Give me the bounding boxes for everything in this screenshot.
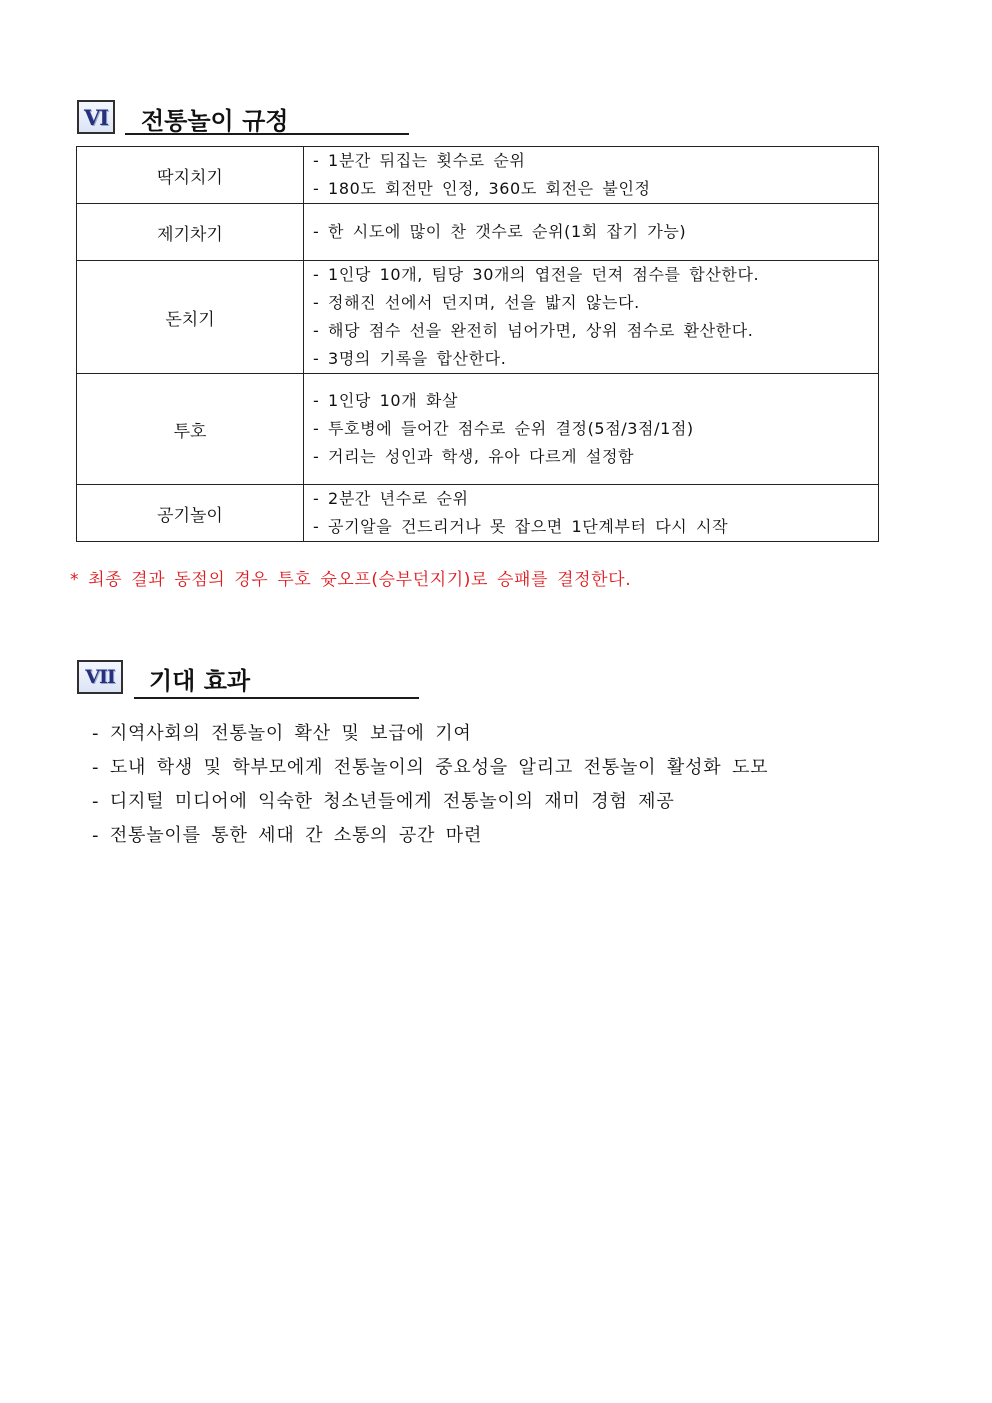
section-6-title-underline <box>125 133 409 135</box>
game-name-cell: 제기차기 <box>77 204 304 261</box>
game-name-cell: 투호 <box>77 374 304 485</box>
rule-line: - 3명의 기록을 합산한다. <box>313 349 507 368</box>
game-rules-cell <box>304 204 879 261</box>
table-row <box>77 147 879 204</box>
game-name-cell: 딱지치기 <box>77 147 304 204</box>
rule-line: - 한 시도에 많이 찬 갯수로 순위(1회 잡기 가능) <box>313 222 687 241</box>
table-row <box>77 485 879 542</box>
rules-table <box>76 146 879 542</box>
section-7-title: 기대 효과 <box>149 667 251 695</box>
rule-line: - 투호병에 들어간 점수로 순위 결정(5점/3점/1점) <box>313 419 694 438</box>
table-row <box>77 204 879 261</box>
rule-line: - 1인당 10개, 팀당 30개의 엽전을 던져 점수를 합산한다. <box>313 265 760 284</box>
game-rules-cell <box>304 261 879 374</box>
section-6-header <box>77 100 412 140</box>
section-6-title: 전통놀이 규정 <box>141 107 289 135</box>
game-name-cell: 돈치기 <box>77 261 304 374</box>
rule-line: - 공기알을 건드리거나 못 잡으면 1단계부터 다시 시작 <box>313 517 729 536</box>
rule-line: - 180도 회전만 인정, 360도 회전은 불인정 <box>313 179 651 198</box>
rule-line: - 2분간 년수로 순위 <box>313 489 469 508</box>
section-6-numeral: VI <box>77 100 115 134</box>
tiebreak-note: * 최종 결과 동점의 경우 투호 슛오프(승부던지기)로 승패를 결정한다. <box>70 570 632 590</box>
table-row <box>77 261 879 374</box>
game-rules-cell <box>304 374 879 485</box>
game-rules-cell <box>304 485 879 542</box>
rule-line: - 1분간 뒤집는 횟수로 순위 <box>313 151 526 170</box>
rule-line: - 1인당 10개 화살 <box>313 391 459 410</box>
game-name-cell: 공기놀이 <box>77 485 304 542</box>
section-7-header <box>77 660 422 700</box>
rule-line: - 거리는 성인과 학생, 유아 다르게 설정함 <box>313 447 635 466</box>
expected-effects-list <box>92 720 768 856</box>
section-7-title-underline <box>134 697 419 699</box>
section-7-numeral: VII <box>77 660 123 694</box>
list-item: - 전통놀이를 통한 세대 간 소통의 공간 마련 <box>92 825 483 846</box>
list-item: - 디지털 미디어에 익숙한 청소년들에게 전통놀이의 재미 경험 제공 <box>92 791 675 812</box>
rule-line: - 정해진 선에서 던지며, 선을 밟지 않는다. <box>313 293 640 312</box>
list-item: - 도내 학생 및 학부모에게 전통놀이의 중요성을 알리고 전통놀이 활성화 도모 <box>92 757 769 778</box>
list-item: - 지역사회의 전통놀이 확산 및 보급에 기여 <box>92 723 472 744</box>
table-row <box>77 374 879 485</box>
game-rules-cell <box>304 147 879 204</box>
rule-line: - 해당 점수 선을 완전히 넘어가면, 상위 점수로 환산한다. <box>313 321 754 340</box>
